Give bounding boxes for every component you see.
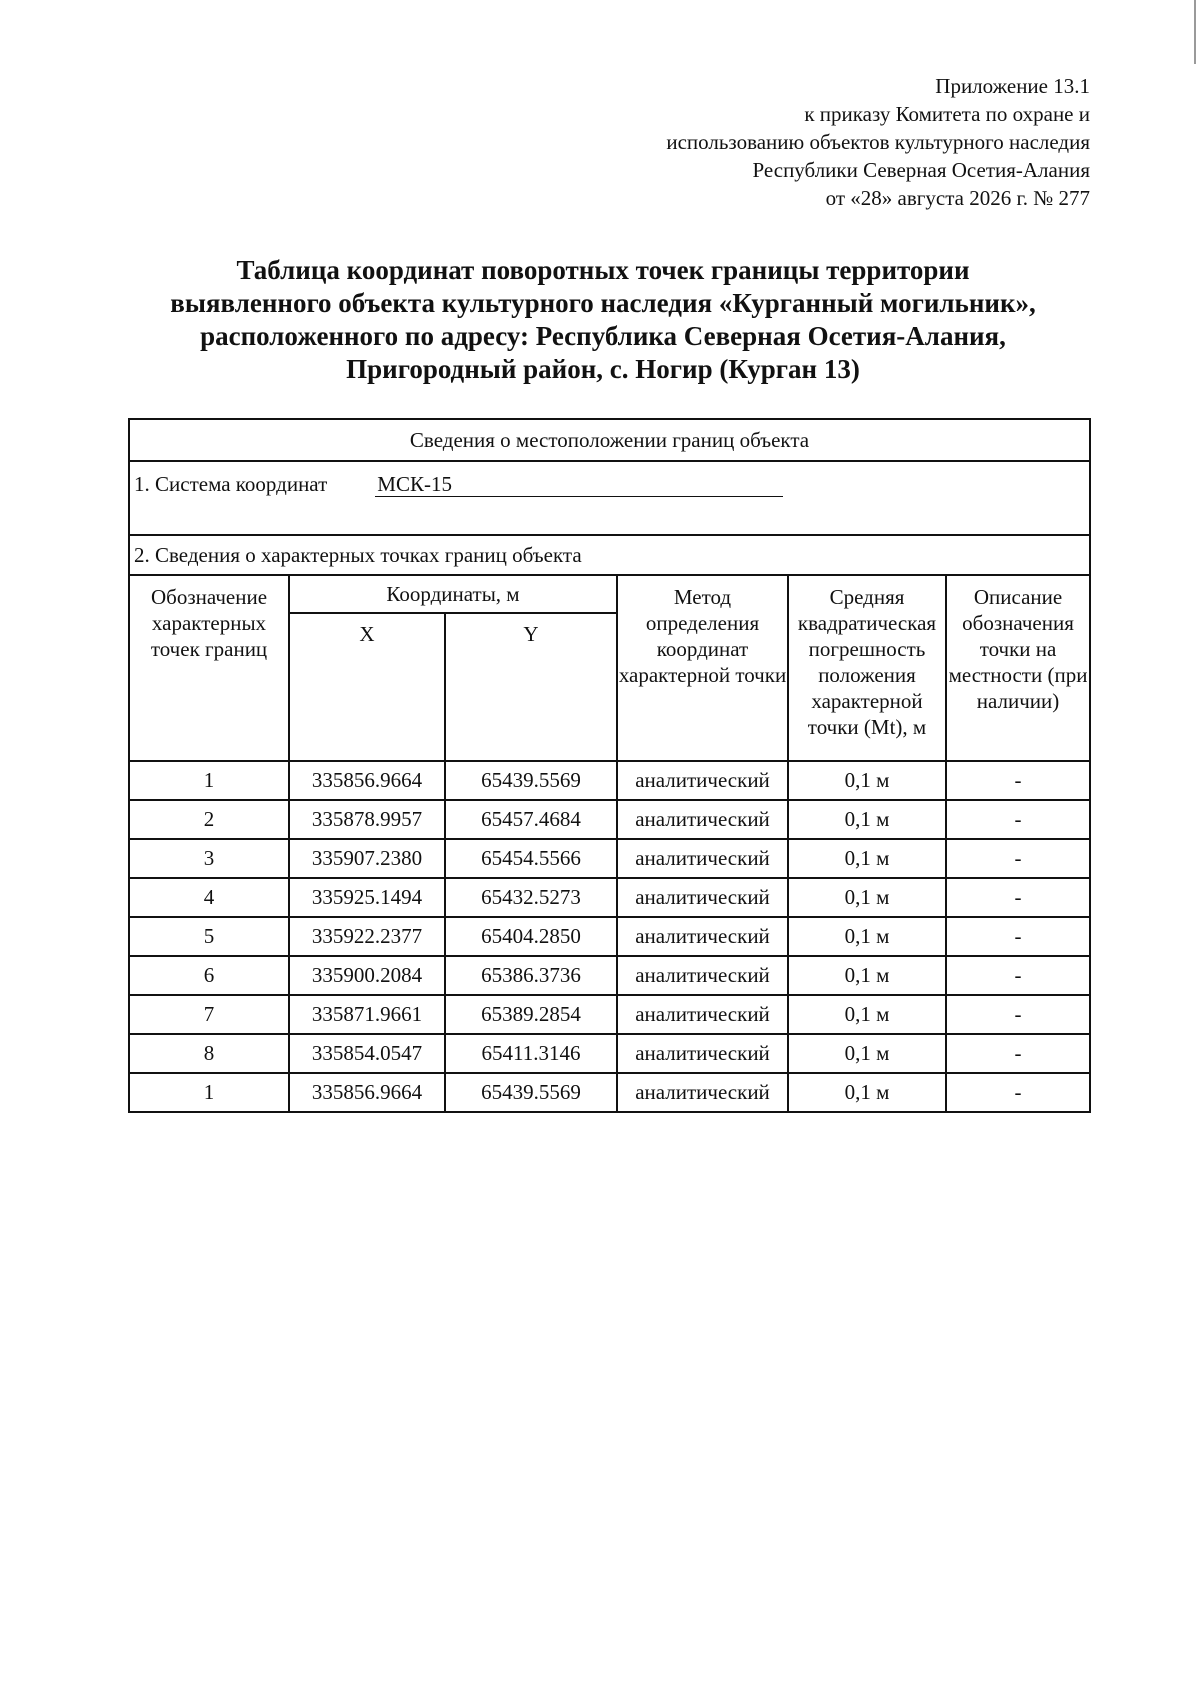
- cell-method: аналитический: [617, 800, 788, 839]
- cell-y: 65404.2850: [445, 917, 617, 956]
- cell-y: 65386.3736: [445, 956, 617, 995]
- cell-x: 335871.9661: [289, 995, 445, 1034]
- cell-error: 0,1 м: [788, 800, 946, 839]
- appendix-line: к приказу Комитета по охране и: [804, 102, 1090, 126]
- cell-description: -: [946, 878, 1090, 917]
- cell-x: 335856.9664: [289, 761, 445, 800]
- cell-point: 4: [129, 878, 289, 917]
- table-row: [129, 956, 1090, 995]
- cell-method: аналитический: [617, 761, 788, 800]
- points-section-label: 2. Сведения о характерных точках границ объекта: [129, 535, 1090, 575]
- cell-description: -: [946, 800, 1090, 839]
- coord-system-value: МСК-15: [375, 472, 783, 497]
- cell-point: 2: [129, 800, 289, 839]
- cell-description: -: [946, 995, 1090, 1034]
- table-row: [129, 995, 1090, 1034]
- cell-y: 65432.5273: [445, 878, 617, 917]
- cell-x: 335900.2084: [289, 956, 445, 995]
- cell-point: 3: [129, 839, 289, 878]
- cell-point: 1: [129, 761, 289, 800]
- header-coordinates: Координаты, м: [289, 575, 617, 613]
- cell-error: 0,1 м: [788, 917, 946, 956]
- appendix-line: от «28» августа 2026 г. № 277: [825, 186, 1090, 210]
- coord-system-row: [129, 461, 1090, 535]
- cell-description: -: [946, 1073, 1090, 1112]
- cell-y: 65389.2854: [445, 995, 617, 1034]
- table-row: [129, 839, 1090, 878]
- cell-method: аналитический: [617, 995, 788, 1034]
- appendix-note: [666, 72, 1090, 212]
- cell-error: 0,1 м: [788, 878, 946, 917]
- header-method: Метод определения координат характерной точки: [617, 575, 788, 761]
- cell-method: аналитический: [617, 956, 788, 995]
- cell-description: -: [946, 917, 1090, 956]
- document-title: [118, 254, 1088, 386]
- header-description: Описание обозначения точки на местности (при наличии): [946, 575, 1090, 761]
- header-designation: Обозначение характерных точек границ: [129, 575, 289, 761]
- cell-error: 0,1 м: [788, 1073, 946, 1112]
- cell-point: 5: [129, 917, 289, 956]
- cell-method: аналитический: [617, 917, 788, 956]
- cell-error: 0,1 м: [788, 956, 946, 995]
- title-line: Пригородный район, с. Ногир (Курган 13): [346, 354, 860, 384]
- cell-y: 65439.5569: [445, 761, 617, 800]
- table-row: [129, 878, 1090, 917]
- cell-x: 335878.9957: [289, 800, 445, 839]
- scan-edge-line: [1194, 0, 1196, 64]
- cell-error: 0,1 м: [788, 1034, 946, 1073]
- cell-x: 335856.9664: [289, 1073, 445, 1112]
- appendix-line: Республики Северная Осетия-Алания: [752, 158, 1090, 182]
- cell-point: 6: [129, 956, 289, 995]
- cell-method: аналитический: [617, 878, 788, 917]
- cell-x: 335922.2377: [289, 917, 445, 956]
- section-title: Сведения о местоположении границ объекта: [129, 419, 1090, 461]
- cell-x: 335907.2380: [289, 839, 445, 878]
- cell-error: 0,1 м: [788, 761, 946, 800]
- header-error: Средняя квадратическая погрешность положения характерной точки (Mt), м: [788, 575, 946, 761]
- cell-description: -: [946, 956, 1090, 995]
- title-line: расположенного по адресу: Республика Северная Осетия-Алания,: [200, 321, 1006, 351]
- cell-point: 1: [129, 1073, 289, 1112]
- table-row: [129, 1073, 1090, 1112]
- coord-system-label: 1. Система координат: [134, 472, 328, 496]
- table-row: [129, 800, 1090, 839]
- cell-x: 335854.0547: [289, 1034, 445, 1073]
- cell-method: аналитический: [617, 1034, 788, 1073]
- appendix-line: использованию объектов культурного наследия: [666, 130, 1090, 154]
- cell-y: 65439.5569: [445, 1073, 617, 1112]
- cell-y: 65454.5566: [445, 839, 617, 878]
- cell-y: 65457.4684: [445, 800, 617, 839]
- table-row: [129, 1034, 1090, 1073]
- table-row: [129, 917, 1090, 956]
- cell-point: 7: [129, 995, 289, 1034]
- cell-error: 0,1 м: [788, 839, 946, 878]
- title-line: Таблица координат поворотных точек границы территории: [236, 255, 970, 285]
- cell-error: 0,1 м: [788, 995, 946, 1034]
- cell-description: -: [946, 761, 1090, 800]
- coordinates-table: [128, 418, 1091, 1113]
- header-y: Y: [445, 613, 617, 761]
- header-x: X: [289, 613, 445, 761]
- cell-x: 335925.1494: [289, 878, 445, 917]
- table-row: [129, 761, 1090, 800]
- title-line: выявленного объекта культурного наследия «Курганный могильник»,: [170, 288, 1036, 318]
- cell-method: аналитический: [617, 1073, 788, 1112]
- cell-point: 8: [129, 1034, 289, 1073]
- cell-description: -: [946, 1034, 1090, 1073]
- cell-y: 65411.3146: [445, 1034, 617, 1073]
- cell-description: -: [946, 839, 1090, 878]
- appendix-line: Приложение 13.1: [935, 74, 1090, 98]
- cell-method: аналитический: [617, 839, 788, 878]
